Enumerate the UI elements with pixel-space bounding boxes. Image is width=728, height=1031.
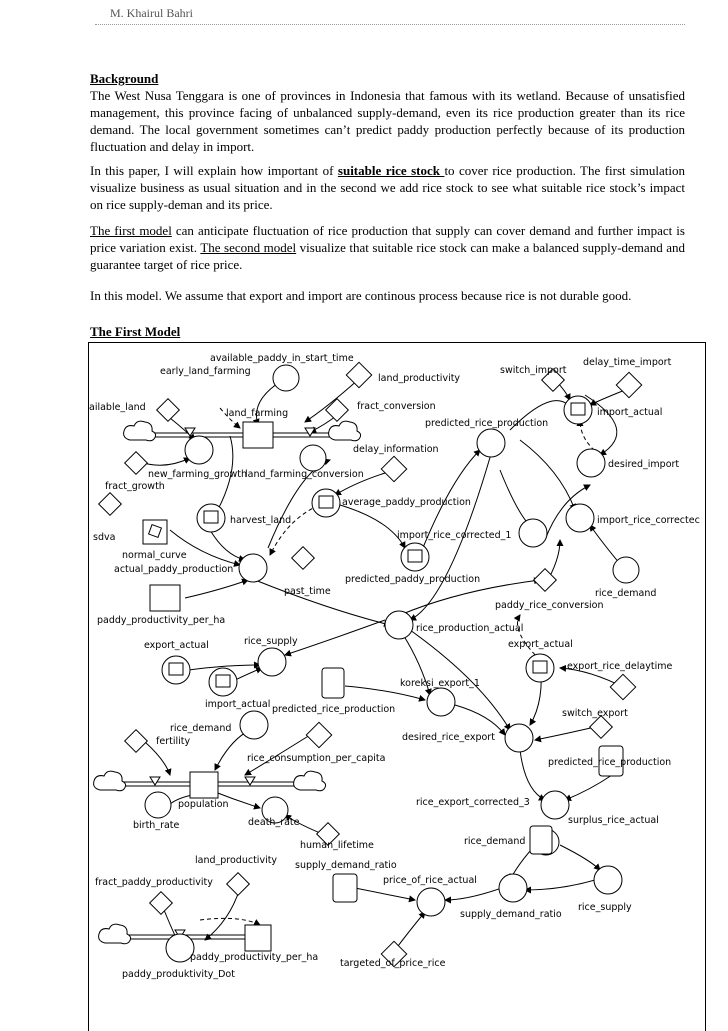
- label-actual-paddy-production: actual_paddy_production: [114, 564, 234, 575]
- aux-import-rice-corrected-1: [519, 519, 547, 547]
- label-export-actual-left: export_actual: [144, 640, 209, 651]
- label-fract-growth: fract_growth: [105, 481, 165, 492]
- aux-birth-rate: [145, 792, 171, 818]
- aux-rice-demand-top: [613, 557, 639, 583]
- label-land-farming: land_farming: [226, 408, 289, 419]
- label-death-rate: death_rate: [248, 817, 300, 828]
- background-paragraph-1: The West Nusa Tenggara is one of provinces in Indonesia that famous with its wetland. Because of unsatisfied management, this province facing of unbalanced supply-demand, even its rice production greater than its rice demand. The local government sometimes can’t predict paddy production perfectly because of its production fluctuation and delay in import.: [90, 88, 685, 154]
- label-rice-supply: rice_supply: [244, 636, 298, 647]
- ghost-rice-supply-low: [530, 826, 552, 854]
- label-available-paddy: available_paddy_in_start_time: [210, 353, 354, 364]
- label-switch-import: switch_import: [500, 365, 567, 376]
- label-targeted-of-price-rice: targeted_of_price_rice: [340, 958, 446, 969]
- aux-price-of-rice-actual: [417, 888, 445, 916]
- const-available-paddy: [346, 362, 371, 387]
- const-export-rice-delaytime: [610, 674, 635, 699]
- cloud-icon: [99, 924, 131, 944]
- p3-end: visualize that suitable rice stock can make a balanced supply-demand and guarantee target of rice price.: [90, 240, 685, 272]
- aux-new-farming-growth: [185, 436, 213, 464]
- running-header-author: M. Khairul Bahri: [110, 6, 193, 20]
- label-average-paddy-production: average_paddy_production: [342, 497, 471, 508]
- background-paragraph-4: In this model. We assume that export and import are continous process because rice is not durable good.: [90, 288, 632, 303]
- label-desired-rice-export: desired_rice_export: [402, 732, 495, 743]
- label-rice-export-corrected-3: rice_export_corrected_3: [416, 797, 530, 808]
- const-switch-export: [590, 716, 613, 739]
- label-birth-rate: birth_rate: [133, 820, 180, 831]
- aux-surplus-rice-actual: [594, 866, 622, 894]
- label-import-actual: import_actual: [597, 407, 663, 418]
- const-fract-paddy-productivity: [150, 892, 173, 915]
- label-land-productivity-low: land_productivity: [195, 855, 278, 866]
- label-predicted-rice-production-right: predicted_rice_production: [548, 757, 672, 768]
- label-rice-production-actual: rice_production_actual: [416, 623, 524, 634]
- ghost-supply-demand-ratio: [333, 874, 357, 902]
- label-paddy-productivity-per-ha: paddy_productivity_per_ha: [97, 615, 226, 626]
- label-import-rice-corrected: import_rice_correctec: [597, 515, 700, 526]
- stock-population: [190, 772, 218, 798]
- aux-desired-import: [577, 449, 605, 477]
- stock-land-farming: [243, 422, 273, 448]
- label-rice-demand-low: rice_demand: [464, 836, 526, 847]
- label-delay-information: delay_information: [353, 444, 439, 455]
- label-population: population: [178, 799, 229, 810]
- label-delay-time-import: delay_time_import: [583, 357, 672, 368]
- label-paddy-rice-conversion: paddy_rice_conversion: [495, 600, 604, 611]
- stock-paddy-productivity-per-ha: [150, 585, 180, 611]
- aux-early-land-farming: [273, 365, 299, 391]
- cloud-icon: [94, 771, 126, 791]
- label-supply-demand-ratio-low: supply_demand_ratio: [460, 909, 562, 920]
- const-delay-information: [381, 456, 406, 481]
- label-harvest-land: harvest_land: [230, 515, 292, 526]
- label-fract-conversion: fract_conversion: [357, 401, 436, 412]
- label-supply-demand-ratio-top: supply_demand_ratio: [295, 860, 397, 871]
- const-land-productivity-low: [227, 873, 250, 896]
- cloud-icon: [294, 771, 326, 791]
- label-desired-import: desired_import: [608, 459, 680, 470]
- aux-koreksi-export-1: [427, 688, 455, 716]
- aux-rice-production-actual: [385, 611, 413, 639]
- const-sdva: [99, 493, 122, 516]
- label-land-farming-conversion: land_farming_conversion: [245, 469, 364, 480]
- const-delay-time-import: [616, 372, 641, 397]
- label-price-of-rice-actual: price_of_rice_actual: [383, 875, 477, 886]
- p3-mid: can anticipate fluctuation of rice production that supply can cover demand and further impact is price variation exist.: [90, 223, 685, 255]
- p2-end: to cover rice production. The first simulation visualize business as usual situation and in the second we add rice stock to see what suitable rice stock’s impact on rice supply-deman and its price.: [90, 163, 686, 212]
- first-model-heading: The First Model: [90, 324, 181, 339]
- label-sdva: sdva: [93, 532, 116, 543]
- label-import-actual-mid: import_actual: [205, 699, 271, 710]
- p2-emphasis: suitable rice stock: [337, 163, 445, 178]
- aux-rice-demand-mid: [240, 711, 268, 739]
- p2-start: In this paper, I will explain how important of: [90, 163, 338, 178]
- const-available-land: [157, 399, 180, 422]
- const-past-time: [292, 547, 315, 570]
- graphical-function-icon: [143, 520, 167, 544]
- const-paddy-rice-conversion: [534, 569, 557, 592]
- label-rice-supply-low: rice_supply: [578, 902, 632, 913]
- label-import-rice-corrected-1: import_rice_corrected_1: [397, 530, 512, 541]
- aux-import-rice-corrected: [566, 504, 594, 532]
- const-fertility: [125, 730, 148, 753]
- aux-actual-paddy-production: [239, 554, 267, 582]
- label-human-lifetime: human_lifetime: [300, 840, 374, 851]
- background-heading: Background: [90, 71, 159, 86]
- aux-supply-demand-ratio-low: [499, 874, 527, 902]
- label-switch-export: switch_export: [562, 708, 628, 719]
- label-predicted-rice-production: predicted_rice_production: [425, 418, 549, 429]
- label-koreksi-export-1: koreksi_export_1: [400, 678, 480, 689]
- label-early-land-farming: early_land_farming: [160, 366, 251, 377]
- label-paddy-productivity-per-ha-low: paddy_productivity_per_ha: [190, 952, 319, 963]
- cloud-icon: [124, 421, 156, 441]
- label-export-rice-delaytime: export_rice_delaytime: [567, 661, 673, 672]
- aux-predicted-rice-production-top: [477, 429, 505, 457]
- label-land-productivity: land_productivity: [378, 373, 461, 384]
- const-rice-consumption-per-capita: [306, 722, 331, 747]
- p3-first-model: The first model: [90, 223, 172, 238]
- label-paddy-produktivity-dot: paddy_produktivity_Dot: [122, 969, 235, 980]
- cloud-icon: [329, 421, 361, 441]
- const-fract-growth: [125, 452, 148, 475]
- label-fertility: fertility: [156, 736, 191, 747]
- label-past-time: past_time: [284, 586, 331, 597]
- stock-paddy-productivity-per-ha-low: [245, 925, 271, 951]
- ghost-predicted-rice-production-mid: [322, 668, 344, 698]
- label-rice-consumption-per-capita: rice_consumption_per_capita: [247, 753, 386, 764]
- label-new-farming-growth: new_farming_growth: [148, 469, 248, 480]
- label-rice-demand-mid: rice_demand: [170, 723, 232, 734]
- label-predicted-paddy-production: predicted_paddy_production: [345, 574, 481, 585]
- const-fract-conversion: [326, 399, 349, 422]
- aux-land-farming-conversion: [300, 445, 326, 471]
- label-export-actual-right: export_actual: [508, 639, 573, 650]
- label-available-land: ailable_land: [89, 402, 146, 413]
- label-rice-demand-top: rice_demand: [595, 588, 657, 599]
- label-predicted-rice-production-mid: predicted_rice_production: [272, 704, 396, 715]
- aux-rice-supply: [258, 648, 286, 676]
- p3-second-model: The second model: [200, 240, 297, 255]
- label-fract-paddy-productivity: fract_paddy_productivity: [95, 877, 213, 888]
- label-surplus-rice-actual: surplus_rice_actual: [568, 815, 659, 826]
- aux-desired-rice-export: [505, 724, 533, 752]
- aux-rice-export-corrected-3: [541, 791, 569, 819]
- label-normal-curve: normal_curve: [122, 550, 187, 561]
